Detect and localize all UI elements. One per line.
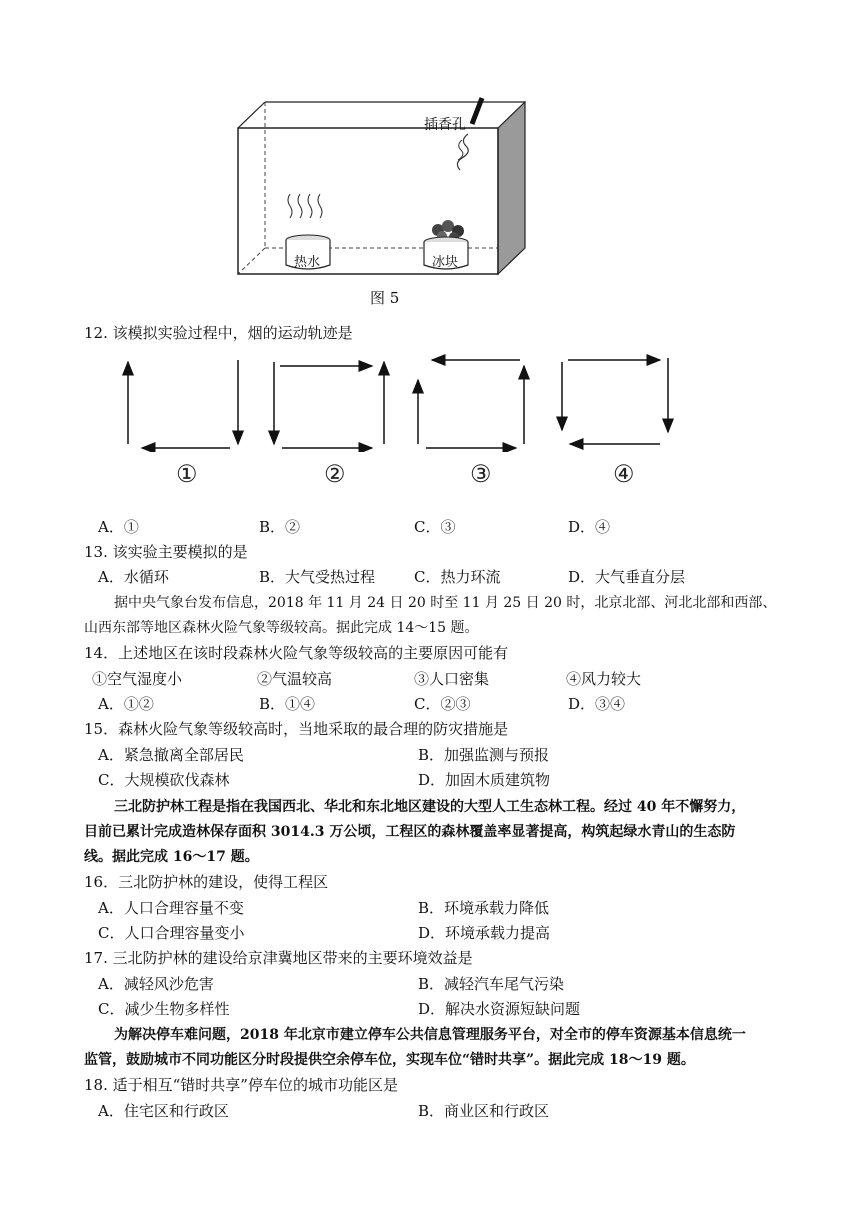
q17-option-b: B．减轻汽车尾气污染 [418,975,565,993]
q17-stem: 17. 三北防护林的建设给京津冀地区带来的主要环境效益是 [84,949,473,967]
q13-option-d: D．大气垂直分层 [568,568,686,586]
passage2-line2: 目前已累计完成造林保存面积 3014.3 万公顷，工程区的森林覆盖率显著提高，构筑起绿水青山的生态防 [84,824,736,840]
diagram-4 [562,358,668,444]
diagram-label-4: ④ [613,460,635,488]
q14-item-1: ①空气湿度小 [92,670,183,688]
q17-option-c: C．减少生物多样性 [98,1000,230,1018]
diagram-label-2: ② [324,460,346,488]
q14-option-d: D．③④ [568,695,626,713]
q16-option-b: B．环境承载力降低 [418,899,550,917]
figure-5-diagram [230,90,540,280]
q14-item-4: ④风力较大 [566,670,642,688]
q14-stem: 14．上述地区在该时段森林火险气象等级较高的主要原因可能有 [84,644,509,662]
hot-water-label: 热水 [294,255,321,270]
q12-option-b: B．② [259,518,301,536]
q12-stem: 12. 该模拟实验过程中，烟的运动轨迹是 [84,324,353,342]
ice-label: 冰块 [432,255,459,270]
passage1-line1: 据中央气象台发布信息，2018 年 11 月 24 日 20 时至 11 月 25 日 20 时，北京北部、河北北部和西部、 [114,595,777,611]
q17-option-a: A．减轻风沙危害 [98,975,214,993]
q16-option-a: A．人口合理容量不变 [98,899,244,917]
q15-option-d: D．加固木质建筑物 [418,771,551,789]
q12-option-c: C．③ [414,518,456,536]
q15-option-a: A．紧急撤离全部居民 [98,746,244,764]
incense-hole-label: 插香孔 [424,117,466,133]
passage2-line3: 线。据此完成 16～17 题。 [84,849,259,865]
q12-diagrams [120,352,680,452]
q14-option-b: B．①④ [259,695,316,713]
q13-stem: 13. 该实验主要模拟的是 [84,543,248,561]
q12-option-a: A．① [98,518,139,536]
q12-option-d: D．④ [568,518,611,536]
q15-option-c: C．大规模砍伐森林 [98,771,230,789]
passage3-line2: 监管，鼓励城市不同功能区分时段提供空余停车位，实现车位“错时共享”。据此完成 18～19 题。 [84,1052,695,1068]
diagram-label-3: ③ [470,460,492,488]
q14-item-2: ②气温较高 [257,670,333,688]
q16-stem: 16．三北防护林的建设，使得工程区 [84,873,329,891]
diagram-1 [128,360,238,448]
q17-option-d: D．解决水资源短缺问题 [418,1000,581,1018]
q16-option-d: D．环境承载力提高 [418,924,551,942]
q18-stem: 18. 适于相互“错时共享”停车位的城市功能区是 [84,1076,398,1094]
figure-caption: 图 5 [370,289,400,307]
q18-option-a: A．住宅区和行政区 [98,1102,229,1120]
diagram-label-1: ① [176,460,198,488]
passage3-line1: 为解决停车难问题，2018 年北京市建立停车公共信息管理服务平台，对全市的停车资源基本信息统一 [114,1027,746,1043]
q15-option-b: B．加强监测与预报 [418,746,550,764]
passage2-line1: 三北防护林工程是指在我国西北、华北和东北地区建设的大型人工生态林工程。经过 40 年不懈努力， [114,799,746,815]
q13-option-c: C．热力环流 [414,568,501,586]
q13-option-a: A．水循环 [98,568,169,586]
q15-stem: 15．森林火险气象等级较高时，当地采取的最合理的防灾措施是 [84,720,509,738]
q16-option-c: C．人口合理容量变小 [98,924,245,942]
passage1-line2: 山西东部等地区森林火险气象等级较高。据此完成 14～15 题。 [84,620,479,636]
q18-option-b: B．商业区和行政区 [418,1102,550,1120]
q13-option-b: B．大气受热过程 [259,568,376,586]
q14-option-a: A．①② [98,695,154,713]
q14-option-c: C．②③ [414,695,471,713]
q14-item-3: ③人口密集 [414,670,490,688]
diagram-3 [418,360,524,448]
diagram-2 [274,362,384,448]
